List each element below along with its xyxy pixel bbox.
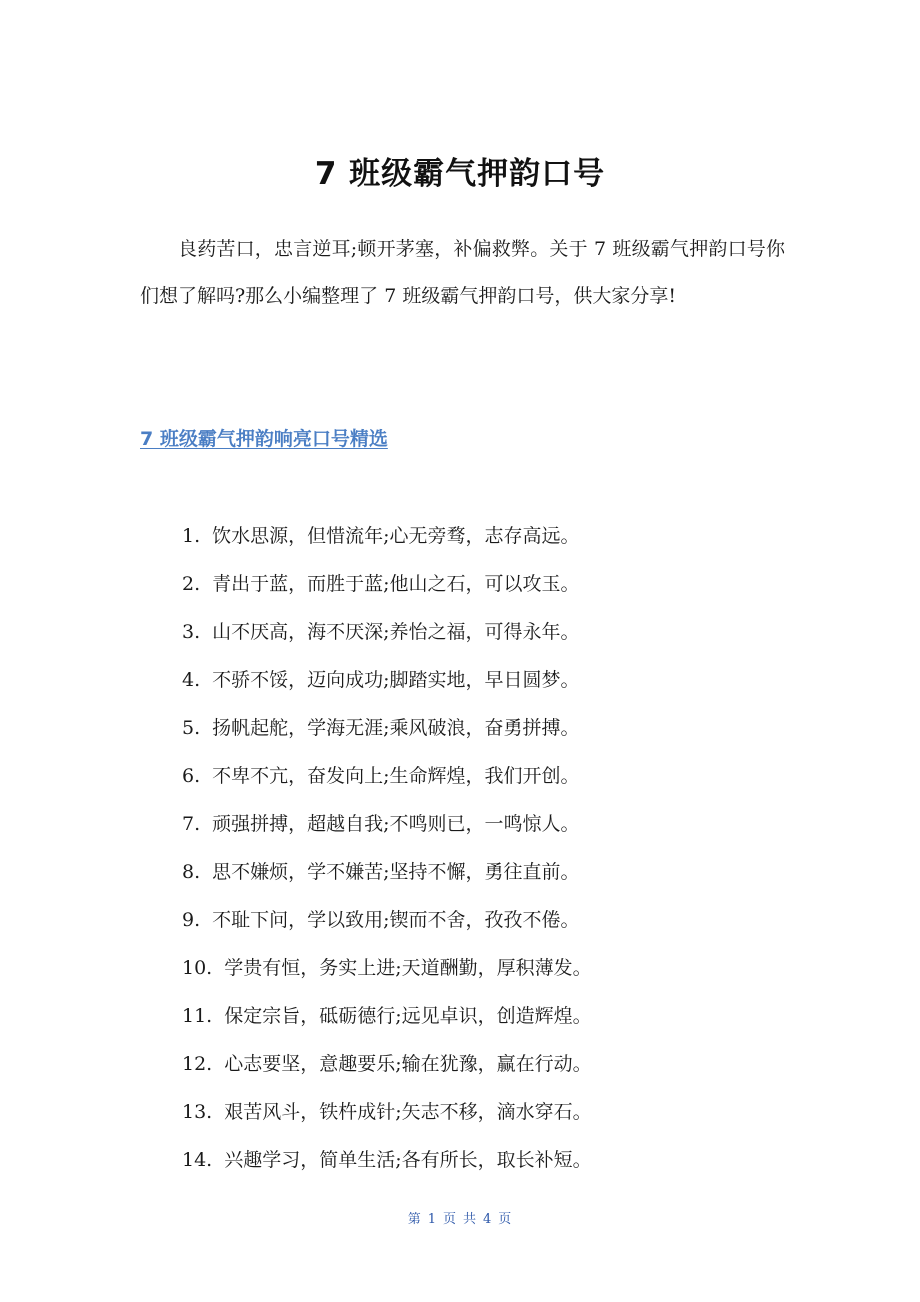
slogan-item bbox=[182, 944, 592, 992]
slogan-number: 9. bbox=[182, 909, 201, 931]
slogan-item bbox=[182, 704, 592, 752]
slogan-item bbox=[182, 560, 592, 608]
slogan-number: 4. bbox=[182, 669, 201, 691]
slogan-number: 12. bbox=[182, 1053, 213, 1075]
slogan-text: 艰苦风斗，铁杵成针;矢志不移，滴水穿石。 bbox=[224, 1101, 592, 1123]
slogan-text: 思不嫌烦，学不嫌苦;坚持不懈，勇往直前。 bbox=[212, 861, 580, 883]
slogan-number: 3. bbox=[182, 621, 201, 643]
slogan-text: 兴趣学习，简单生活;各有所长，取长补短。 bbox=[224, 1149, 592, 1171]
footer-page-total: 4 bbox=[483, 1212, 493, 1227]
slogan-text: 心志要坚，意趣要乐;输在犹豫，赢在行动。 bbox=[224, 1053, 592, 1075]
slogan-text: 不耻下问，学以致用;锲而不舍，孜孜不倦。 bbox=[212, 909, 580, 931]
slogan-item bbox=[182, 512, 592, 560]
slogan-item bbox=[182, 1088, 592, 1136]
footer-page-unit: 页 bbox=[442, 1212, 457, 1227]
slogan-number: 11. bbox=[182, 1005, 213, 1027]
slogan-number: 1. bbox=[182, 525, 201, 547]
page-footer bbox=[0, 1208, 920, 1227]
slogan-text: 不卑不亢，奋发向上;生命辉煌，我们开创。 bbox=[212, 765, 580, 787]
slogan-text: 饮水思源，但惜流年;心无旁骛，志存高远。 bbox=[212, 525, 580, 547]
slogan-number: 7. bbox=[182, 813, 201, 835]
document-title: 7 班级霸气押韵口号 bbox=[314, 156, 606, 192]
slogan-text: 保定宗旨，砥砺德行;远见卓识，创造辉煌。 bbox=[224, 1005, 592, 1027]
footer-page-label: 第 bbox=[407, 1212, 422, 1227]
slogan-text: 扬帆起舵，学海无涯;乘风破浪，奋勇拼搏。 bbox=[212, 717, 580, 739]
footer-total-unit: 页 bbox=[498, 1212, 513, 1227]
slogan-number: 5. bbox=[182, 717, 201, 739]
slogan-text: 不骄不馁，迈向成功;脚踏实地，早日圆梦。 bbox=[212, 669, 580, 691]
slogan-item bbox=[182, 896, 592, 944]
slogan-text: 山不厌高，海不厌深;养怡之福，可得永年。 bbox=[212, 621, 580, 643]
slogan-item bbox=[182, 656, 592, 704]
slogan-number: 13. bbox=[182, 1101, 213, 1123]
slogan-item bbox=[182, 608, 592, 656]
slogan-number: 6. bbox=[182, 765, 201, 787]
section-heading-link[interactable]: 7 班级霸气押韵响亮口号精选 bbox=[140, 428, 388, 450]
slogan-list bbox=[182, 512, 592, 1184]
slogan-item bbox=[182, 800, 592, 848]
slogan-text: 顽强拼搏，超越自我;不鸣则已，一鸣惊人。 bbox=[212, 813, 580, 835]
slogan-number: 10. bbox=[182, 957, 213, 979]
slogan-item bbox=[182, 1040, 592, 1088]
slogan-number: 14. bbox=[182, 1149, 213, 1171]
slogan-number: 8. bbox=[182, 861, 201, 883]
slogan-item bbox=[182, 992, 592, 1040]
slogan-text: 青出于蓝，而胜于蓝;他山之石，可以攻玉。 bbox=[212, 573, 580, 595]
intro-paragraph: 良药苦口，忠言逆耳;顿开茅塞，补偏救弊。关于 7 班级霸气押韵口号你们想了解吗?那么小编整理了 7 班级霸气押韵口号，供大家分享! bbox=[140, 238, 785, 307]
slogan-item bbox=[182, 1136, 592, 1184]
footer-page-current: 1 bbox=[427, 1212, 437, 1227]
slogan-number: 2. bbox=[182, 573, 201, 595]
slogan-item bbox=[182, 848, 592, 896]
slogan-item bbox=[182, 752, 592, 800]
slogan-text: 学贵有恒，务实上进;天道酬勤，厚积薄发。 bbox=[224, 957, 592, 979]
footer-total-label: 共 bbox=[463, 1212, 478, 1227]
